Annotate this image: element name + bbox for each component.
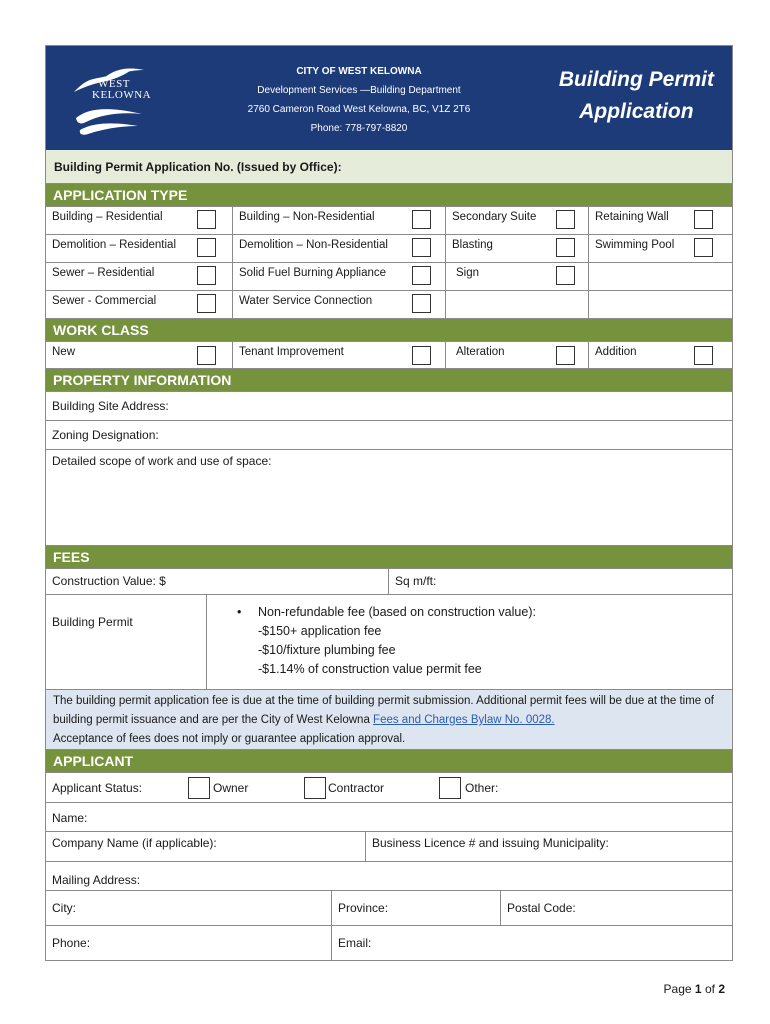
app-type-cell [233,291,446,318]
section-applicant: APPLICANT [46,750,732,773]
other-label: Other: [465,781,499,795]
checkbox-new[interactable] [197,346,216,365]
company-row [46,831,732,862]
app-type-cell [589,235,732,262]
applicant-status-row [46,773,732,803]
app-type-label: Sewer - Commercial [52,295,157,307]
app-type-row [46,291,732,319]
app-type-label: Demolition – Residential [52,239,177,251]
section-application-type: APPLICATION TYPE [46,184,732,207]
business-licence-field[interactable]: Business Licence # and issuing Municipality: [372,836,609,850]
logo-line-2: KELOWNA [92,89,152,101]
page-total: 2 [718,982,725,996]
app-type-row [46,207,732,235]
work-class-cell [233,342,446,368]
work-class-cell [589,342,732,368]
form-title-line-1: Building Permit [558,68,714,91]
app-type-cell [46,291,233,318]
app-type-cell [446,207,589,234]
work-class-cell [46,342,233,368]
building-permit-label: Building Permit [46,595,207,689]
app-type-label: Retaining Wall [595,211,669,223]
checkbox-building-non-residential[interactable] [412,210,431,229]
company-name-field[interactable]: Company Name (if applicable): [46,832,366,861]
app-type-label: Swimming Pool [595,239,675,251]
zoning-row [46,421,732,450]
checkbox-sewer-commercial[interactable] [197,294,216,313]
app-type-cell [46,235,233,262]
work-class-label: New [52,346,76,358]
checkbox-sign[interactable] [556,266,575,285]
fees-bylaw-link[interactable]: Fees and Charges Bylaw No. 0028. [373,714,555,726]
page-of: of [704,982,715,996]
sq-field[interactable]: Sq m/ft: [395,574,437,588]
app-type-label: Solid Fuel Burning Appliance [239,267,387,279]
fee-line: -$1.14% of construction value permit fee [258,662,482,676]
app-type-cell [46,263,233,290]
app-type-cell [589,207,732,234]
app-type-label: Building – Non-Residential [239,211,375,223]
checkbox-building-residential[interactable] [197,210,216,229]
site-address-row [46,392,732,421]
logo-wordmark [92,79,151,101]
applicant-status-label: Applicant Status: [52,781,143,795]
form-title-line-2: Application [579,100,694,123]
app-type-cell [233,207,446,234]
logo-line-1: WEST [98,78,130,90]
app-type-row [46,235,732,263]
checkbox-blasting[interactable] [556,238,575,257]
org-department: Development Services —Building Department [257,85,461,96]
page-label: Page [663,982,692,996]
app-type-row [46,263,732,291]
app-type-cell [233,235,446,262]
page-current: 1 [694,982,702,996]
app-type-label: Building – Residential [52,211,163,223]
work-class-label: Addition [595,346,637,358]
checkbox-tenant-improvement[interactable] [412,346,431,365]
contractor-label: Contractor [328,781,385,795]
fee-line: -$150+ application fee [258,624,382,638]
applicant-status-cell [46,773,732,802]
checkbox-other[interactable] [439,777,461,799]
org-address: 2760 Cameron Road West Kelowna, BC, V1Z 2T6 [247,104,471,115]
org-info [206,62,512,138]
zoning-field[interactable]: Zoning Designation: [52,428,159,442]
building-permit-fee-row [46,595,732,690]
fee-note [46,690,732,750]
fee-details [207,595,732,689]
section-fees: FEES [46,546,732,569]
construction-value-field[interactable]: Construction Value: $ [46,569,389,594]
work-class-label: Alteration [456,346,505,358]
form-title [559,64,714,128]
app-type-cell [233,263,446,290]
app-type-label: Sewer – Residential [52,267,155,279]
org-phone: Phone: 778-797-8820 [310,123,408,134]
app-type-label: Blasting [452,239,493,251]
permit-form [45,45,733,961]
city-field[interactable]: City: [46,891,332,925]
application-number-field[interactable]: Building Permit Application No. (Issued by Office): [46,150,732,184]
work-class-label: Tenant Improvement [239,346,344,358]
checkbox-secondary-suite[interactable] [556,210,575,229]
org-name: CITY OF WEST KELOWNA [296,66,422,77]
app-type-label: Secondary Suite [452,211,537,223]
checkbox-swimming-pool[interactable] [694,238,713,257]
name-field[interactable]: Name: [52,811,88,825]
email-field[interactable]: Email: [338,936,372,950]
scope-of-work-field[interactable]: Detailed scope of work and use of space: [52,454,272,468]
checkbox-demolition-non-residential[interactable] [412,238,431,257]
mailing-row [46,862,732,891]
app-type-label: Demolition – Non-Residential [239,239,388,251]
app-type-cell-empty [446,291,589,318]
construction-value-row [46,569,732,595]
fee-bullet-text: Non-refundable fee (based on construction value): [258,605,536,619]
mailing-address-field[interactable]: Mailing Address: [52,873,141,887]
section-property-information: PROPERTY INFORMATION [46,369,732,392]
scope-row [46,450,732,546]
app-type-cell [446,235,589,262]
checkbox-solid-fuel-burning-appliance[interactable] [412,266,431,285]
bullet-icon: • [237,605,242,619]
phone-row [46,926,732,961]
checkbox-sewer-residential[interactable] [197,266,216,285]
app-type-cell [446,263,589,290]
checkbox-alteration[interactable] [556,346,575,365]
checkbox-owner[interactable] [188,777,210,799]
city-row [46,891,732,926]
checkbox-demolition-residential[interactable] [197,238,216,257]
owner-label: Owner [213,781,249,795]
app-type-cell-empty [589,291,732,318]
checkbox-addition[interactable] [694,346,713,365]
app-type-cell-empty [589,263,732,290]
app-type-cell [46,207,233,234]
checkbox-retaining-wall[interactable] [694,210,713,229]
fee-bullet [237,603,732,622]
fee-note-disclaimer: Acceptance of fees does not imply or guarantee application approval. [53,733,406,745]
postal-code-field[interactable]: Postal Code: [507,901,576,915]
form-header [46,46,732,150]
fee-line: -$10/fixture plumbing fee [258,643,396,657]
checkbox-contractor[interactable] [304,777,326,799]
work-class-row [46,342,732,369]
page-number [664,982,725,996]
fee-note-text: The building permit application fee is due at the time of building permit submission. Additional permit fees will be due at the time of building permit issuance and are per the City of West Kelowna [53,695,714,726]
work-class-cell [446,342,589,368]
province-field[interactable]: Province: [332,891,501,925]
site-address-field[interactable]: Building Site Address: [52,399,169,413]
app-type-label: Sign [456,267,480,279]
app-type-label: Water Service Connection [239,295,373,307]
checkbox-water-service-connection[interactable] [412,294,431,313]
phone-field[interactable]: Phone: [46,926,332,960]
section-work-class: WORK CLASS [46,319,732,342]
